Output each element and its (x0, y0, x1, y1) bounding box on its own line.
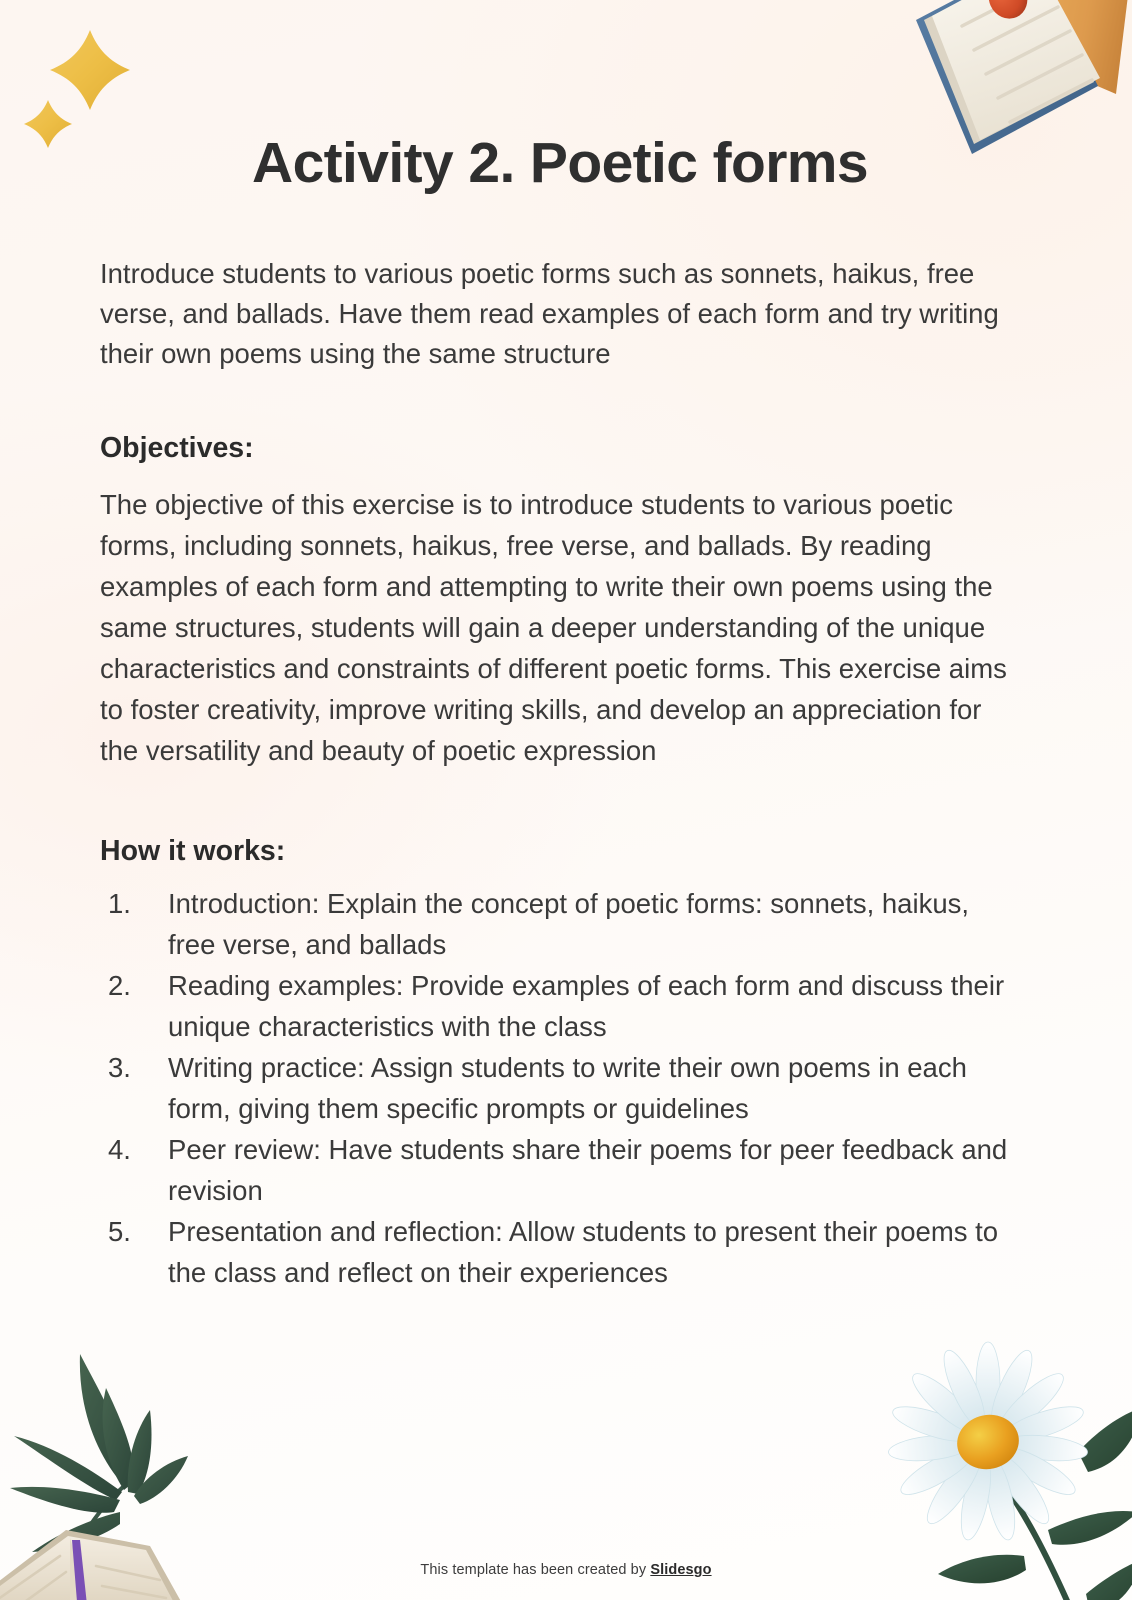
how-it-works-heading (100, 771, 1020, 869)
slidesgo-link[interactable]: Slidesgo (650, 1562, 712, 1578)
how-it-works-heading-colon: : (275, 834, 286, 867)
how-it-works-heading-text: How it works (100, 834, 276, 867)
step-item-text: Peer review: Have students share their poems for peer feedback and revision (168, 1133, 1008, 1206)
step-item (100, 1211, 1020, 1293)
intro-paragraph: Introduce students to various poetic forms such as sonnets, haikus, free verse, and ballads. Have them read examples of each form and try writing their own poems using the same structure (100, 257, 999, 369)
step-item-text: Writing practice: Assign students to write their own poems in each form, giving them specific prompts or guidelines (168, 1051, 967, 1124)
footer-text: This template has been created by (420, 1562, 651, 1578)
objectives-heading-text: Objectives (100, 431, 245, 464)
page-title: Activity 2. Poetic forms (252, 131, 868, 195)
footer-credit (0, 1562, 1132, 1578)
step-item (100, 883, 1020, 965)
objectives-heading-colon: : (244, 431, 254, 464)
how-it-works-step-list (100, 869, 1020, 1293)
step-item-text: Presentation and reflection: Allow students to present their poems to the class and reflect on their experiences (168, 1215, 999, 1288)
step-item-text: Reading examples: Provide examples of each form and discuss their unique characteristics with the class (168, 969, 1005, 1042)
step-item-text: Introduction: Explain the concept of poetic forms: sonnets, haikus, free verse, and ballads (168, 887, 970, 960)
objectives-heading (100, 374, 1020, 466)
step-item (100, 1129, 1020, 1211)
step-item (100, 1047, 1020, 1129)
slide-content (100, 0, 1020, 1600)
objectives-paragraph: The objective of this exercise is to introduce students to various poetic forms, including sonnets, haikus, free verse, and ballads. By reading examples of each form and attempting to write their own poems using the same structures, students will gain a deeper understanding of the unique characteristics and constraints of different poetic forms. This exercise aims to foster creativity, improve writing skills, and develop an appreciation for the versatility and beauty of poetic expression (100, 488, 1007, 766)
step-item (100, 965, 1020, 1047)
